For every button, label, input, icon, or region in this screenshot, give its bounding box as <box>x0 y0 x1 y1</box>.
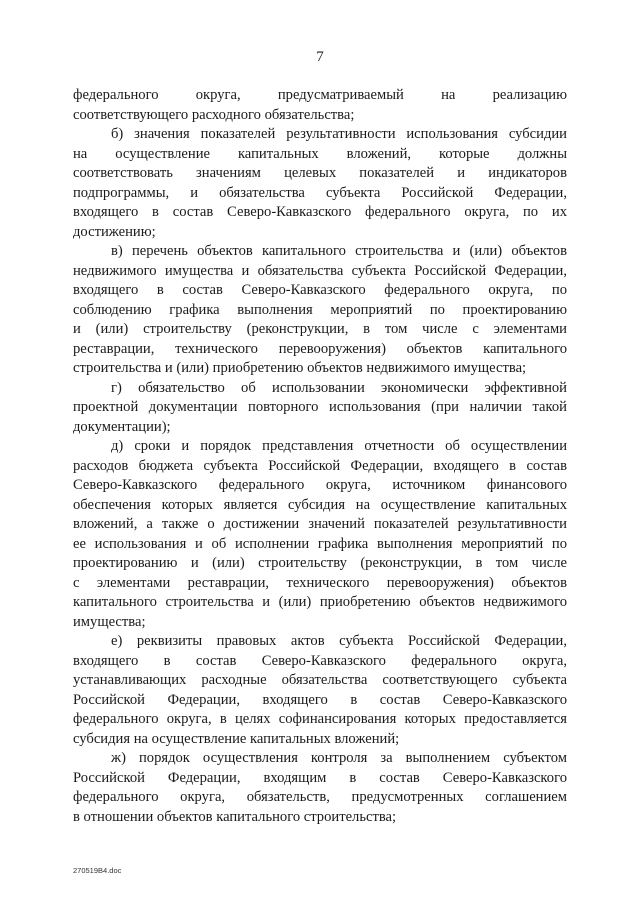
paragraph-zh <box>73 749 567 827</box>
text-line: г) обязательство об использовании экономически эффективной <box>111 379 567 396</box>
text-line: ее использования и об исполнении графика выполнения мероприятий по <box>73 535 567 552</box>
text-line: имущества; <box>73 613 146 630</box>
text-line: с элементами реставрации, технического перевооружения) объектов <box>73 574 567 591</box>
text-line: проектированию и (или) строительству (реконструкции, в том числе <box>73 555 567 571</box>
text-line: федерального округа, в целях софинансирования которых предоставляется <box>73 711 567 727</box>
text-line: д) сроки и порядок представления отчетности об осуществлении <box>111 438 567 454</box>
text-line: входящего в состав Северо-Кавказского федерального округа, по их <box>73 204 567 220</box>
text-line: обеспечения которых является субсидия на осуществление капитальных <box>73 496 567 513</box>
text-line: на осуществление капитальных вложений, которые должны <box>73 145 567 162</box>
text-line: реставрации, технического перевооружения) объектов капитального <box>73 340 567 357</box>
text-line: капитального строительства и (или) приобретению объектов недвижимого <box>73 594 567 610</box>
text-line: входящего в состав Северо-Кавказского федерального округа, по <box>73 282 567 298</box>
text-line: в) перечень объектов капитального строительства и (или) объектов <box>111 243 567 259</box>
text-line: Российской Федерации, входящего в состав Северо-Кавказского <box>73 691 567 708</box>
paragraph-b <box>73 125 567 242</box>
paragraph-g <box>73 379 567 438</box>
text-line: субсидия на осуществление капитальных вложений; <box>73 730 400 747</box>
text-line: е) реквизиты правовых актов субъекта Российской Федерации, <box>111 633 567 649</box>
text-line: проектной документации повторного использования (при наличии такой <box>73 399 567 415</box>
text-line: соответствовать значениям целевых показателей и индикаторов <box>73 165 567 181</box>
document-body <box>73 86 567 827</box>
text-line: б) значения показателей результативности использования субсидии <box>111 126 567 142</box>
text-line: строительства и (или) приобретению объектов недвижимого имущества; <box>73 360 527 376</box>
text-line: Северо-Кавказского федерального округа, источником финансового <box>73 477 567 493</box>
text-line: в отношении объектов капитального строительства; <box>73 808 397 825</box>
text-line: Российской Федерации, входящим в состав Северо-Кавказского <box>73 769 567 786</box>
text-line: входящего в состав Северо-Кавказского федерального округа, <box>73 652 567 669</box>
paragraph-d <box>73 437 567 632</box>
text-line: вложений, а также о достижении значений показателей результативности <box>73 516 567 532</box>
text-line: устанавливающих расходные обязательства соответствующего субъекта <box>73 672 567 688</box>
text-line: достижению; <box>73 223 156 240</box>
text-line: федерального округа, обязательств, предусмотренных соглашением <box>73 789 567 805</box>
text-line: и (или) строительству (реконструкции, в том числе с элементами <box>73 321 567 337</box>
footer-filename: 270519В4.doc <box>73 866 122 875</box>
paragraph-v <box>73 242 567 379</box>
text-line: недвижимого имущества и обязательства субъекта Российской Федерации, <box>73 262 567 279</box>
text-line: соответствующего расходного обязательства; <box>73 106 355 123</box>
text-line: федерального округа, предусматриваемый на реализацию <box>73 87 567 103</box>
paragraph-continuation <box>73 86 567 125</box>
text-line: соблюдению графика выполнения мероприятий по проектированию <box>73 301 567 318</box>
text-line: ж) порядок осуществления контроля за выполнением субъектом <box>111 750 567 766</box>
paragraph-e <box>73 632 567 749</box>
text-line: документации); <box>73 418 171 435</box>
page-number: 7 <box>316 49 324 65</box>
text-line: расходов бюджета субъекта Российской Федерации, входящего в состав <box>73 457 567 474</box>
text-line: подпрограммы, и обязательства субъекта Российской Федерации, <box>73 184 567 201</box>
